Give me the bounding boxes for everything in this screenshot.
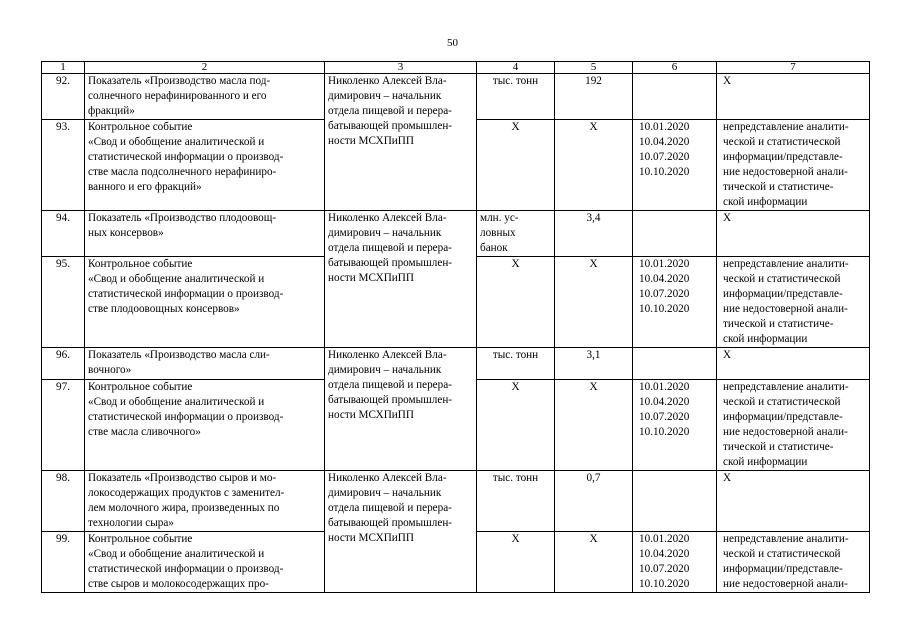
responsible-person: Николенко Алексей Вла- димирович – начальник отдела пищевой и перера- батывающей промышлен- ности МСХПиПП	[325, 348, 477, 471]
table-row	[42, 471, 870, 532]
table-row	[42, 211, 870, 257]
row-dates	[633, 74, 717, 120]
row-unit: Х	[477, 532, 555, 593]
table-row	[42, 74, 870, 120]
row-number: 93.	[42, 120, 85, 211]
row-unit: тыс. тонн	[477, 74, 555, 120]
row-dates	[633, 348, 717, 380]
row-value: Х	[555, 257, 633, 348]
responsible-person: Николенко Алексей Вла- димирович – начальник отдела пищевой и перера- батывающей промышлен- ности МСХПиПП	[325, 211, 477, 348]
row-dates: 10.01.2020 10.04.2020 10.07.2020 10.10.2020	[633, 532, 717, 593]
row-unit: млн. ус- ловных банок	[477, 211, 555, 257]
row-dates: 10.01.2020 10.04.2020 10.07.2020 10.10.2020	[633, 257, 717, 348]
row-value: 3,1	[555, 348, 633, 380]
row-dates	[633, 211, 717, 257]
row-unit: Х	[477, 257, 555, 348]
row-note: непредставление аналити- ческой и статистической информации/представле- ние недостоверной анали- тической и статистиче- ской информации	[717, 380, 870, 471]
row-name: Контрольное событие «Свод и обобщение аналитической и статистической информации о производ- стве масла подсолнечного нерафиниро- ванного и его фракций»	[85, 120, 325, 211]
row-number: 95.	[42, 257, 85, 348]
row-unit: Х	[477, 380, 555, 471]
row-name: Показатель «Производство масла сли- вочного»	[85, 348, 325, 380]
row-name: Контрольное событие «Свод и обобщение аналитической и статистической информации о производ- стве плодоовощных консервов»	[85, 257, 325, 348]
row-value: 192	[555, 74, 633, 120]
row-number: 97.	[42, 380, 85, 471]
row-note: непредставление аналити- ческой и статистической информации/представле- ние недостоверной анали- тической и статистиче- ской информации	[717, 120, 870, 211]
row-value: Х	[555, 532, 633, 593]
row-note: непредставление аналити- ческой и статистической информации/представле- ние недостоверной анали-	[717, 532, 870, 593]
table-row	[42, 348, 870, 380]
row-number: 94.	[42, 211, 85, 257]
row-unit: тыс. тонн	[477, 471, 555, 532]
row-name: Контрольное событие «Свод и обобщение аналитической и статистической информации о производ- стве сыров и молокосодержащих про-	[85, 532, 325, 593]
row-name: Показатель «Производство сыров и мо- локосодержащих продуктов с заменител- лем молочного жира, произведенных по технологии сыра»	[85, 471, 325, 532]
row-value: Х	[555, 380, 633, 471]
page-number: 50	[447, 37, 458, 49]
row-number: 98.	[42, 471, 85, 532]
column-header-6: 6	[633, 62, 717, 74]
row-name: Контрольное событие «Свод и обобщение аналитической и статистической информации о производ- стве масла сливочного»	[85, 380, 325, 471]
row-name: Показатель «Производство плодоовощ- ных консервов»	[85, 211, 325, 257]
row-value: Х	[555, 120, 633, 211]
row-note: Х	[717, 211, 870, 257]
responsible-person: Николенко Алексей Вла- димирович – начальник отдела пищевой и перера- батывающей промышлен- ности МСХПиПП	[325, 471, 477, 593]
row-name: Показатель «Производство масла под- солнечного нерафинированного и его фракций»	[85, 74, 325, 120]
row-value: 3,4	[555, 211, 633, 257]
column-header-1: 1	[42, 62, 85, 74]
row-unit: Х	[477, 120, 555, 211]
document-table	[41, 61, 870, 593]
column-header-4: 4	[477, 62, 555, 74]
row-note: Х	[717, 471, 870, 532]
row-number: 99.	[42, 532, 85, 593]
row-note: Х	[717, 74, 870, 120]
column-header-5: 5	[555, 62, 633, 74]
table-header-row	[42, 62, 870, 74]
row-dates: 10.01.2020 10.04.2020 10.07.2020 10.10.2020	[633, 380, 717, 471]
row-number: 92.	[42, 74, 85, 120]
row-unit: тыс. тонн	[477, 348, 555, 380]
column-header-2: 2	[85, 62, 325, 74]
row-number: 96.	[42, 348, 85, 380]
row-note: непредставление аналити- ческой и статистической информации/представле- ние недостоверной анали- тической и статистиче- ской информации	[717, 257, 870, 348]
row-dates: 10.01.2020 10.04.2020 10.07.2020 10.10.2020	[633, 120, 717, 211]
responsible-person: Николенко Алексей Вла- димирович – начальник отдела пищевой и перера- батывающей промышлен- ности МСХПиПП	[325, 74, 477, 211]
row-value: 0,7	[555, 471, 633, 532]
row-note: Х	[717, 348, 870, 380]
column-header-3: 3	[325, 62, 477, 74]
row-dates	[633, 471, 717, 532]
column-header-7: 7	[717, 62, 870, 74]
